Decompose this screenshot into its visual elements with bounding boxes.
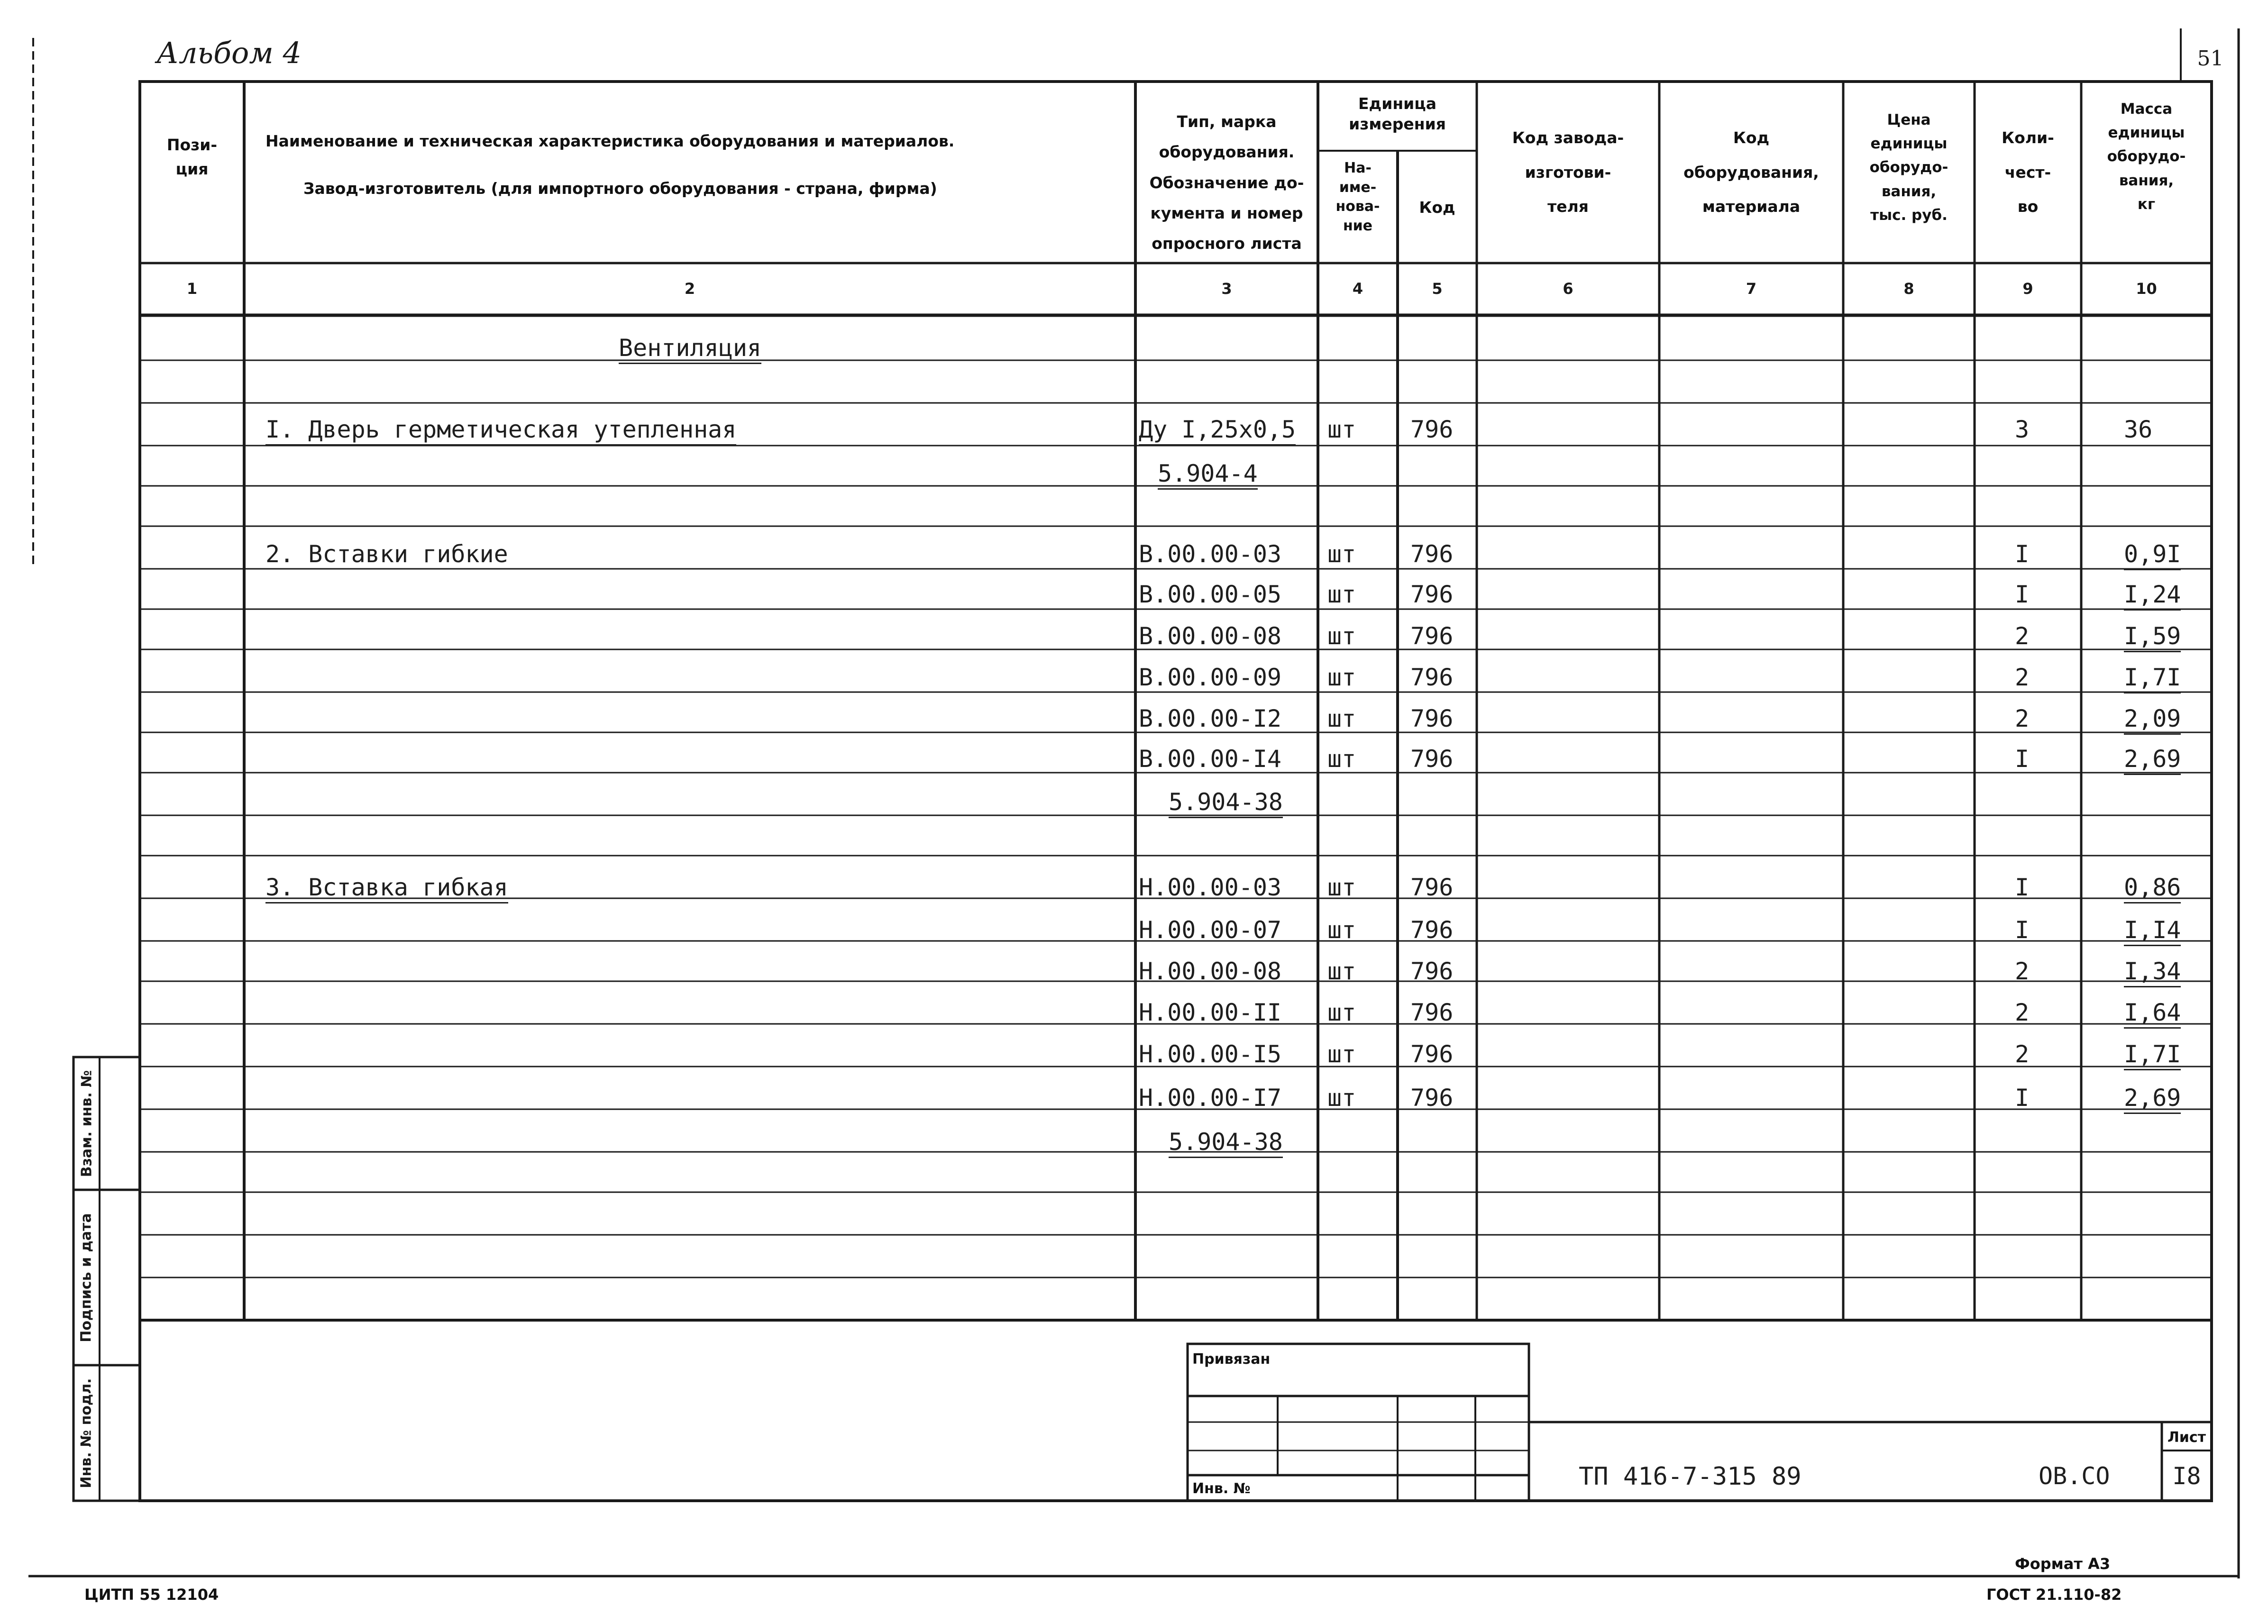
column-number: 10: [2136, 280, 2157, 298]
section-title-text: Вентиляция: [619, 334, 761, 364]
header-unit-group: Единица измерения: [1349, 94, 1446, 133]
table-row-name: [265, 416, 736, 443]
item-doc: [1158, 460, 1258, 487]
sheet-label: Лист: [2167, 1429, 2206, 1446]
item-code: 796: [1410, 1040, 1454, 1068]
column-number: 2: [684, 280, 695, 298]
item-unit: шт: [1327, 416, 1356, 443]
item-type: Ду I,25х0,5: [1139, 416, 1296, 446]
column-number: 8: [1903, 280, 1914, 298]
header-unit-code: Код: [1419, 198, 1455, 217]
item-qty: 2: [2015, 999, 2030, 1026]
item-unit: шт: [1327, 958, 1356, 985]
item-qty: I: [2015, 745, 2030, 773]
item-unit: шт: [1327, 581, 1356, 608]
column-number: 4: [1352, 280, 1363, 298]
section-title: [619, 334, 761, 362]
header-quantity: Коли- чест- во: [2002, 128, 2054, 216]
item-mass: I,I4: [2124, 916, 2181, 944]
column-number: 7: [1746, 280, 1757, 298]
item-unit: шт: [1327, 999, 1356, 1026]
item-type: В.00.00-05: [1139, 581, 1282, 608]
item-mass: 2,09: [2124, 705, 2181, 732]
inv-no-label: Инв. №: [1192, 1480, 1251, 1497]
item-code: 796: [1410, 416, 1454, 443]
item-unit: шт: [1327, 874, 1356, 901]
item-mass: I,59: [2124, 622, 2181, 650]
item-mass: I,7I: [2124, 1040, 2181, 1068]
page-number-top: 51: [2197, 46, 2224, 71]
item-qty: I: [2015, 1084, 2030, 1112]
item-code: 796: [1410, 1084, 1454, 1112]
item-type: В.00.00-09: [1139, 664, 1282, 691]
item-type: В.00.00-I4: [1139, 745, 1282, 773]
item-type: Н.00.00-07: [1139, 916, 1282, 944]
item-doc: [1169, 1128, 1283, 1156]
item-qty: 2: [2015, 664, 2030, 691]
header-price: Цена единицы оборудо- вания, тыс. руб.: [1869, 111, 1948, 224]
header-type: Тип, марка оборудования. Обозначение до- кумента и номер опросного листа: [1149, 112, 1304, 253]
item-type: Н.00.00-03: [1139, 874, 1282, 901]
item-qty: I: [2015, 540, 2030, 568]
item-doc: [1169, 788, 1283, 816]
item-mass: I,64: [2124, 999, 2181, 1026]
item-type: 5.904-38: [1169, 788, 1283, 818]
header-mass: Масса единицы оборудо- вания, кг: [2107, 100, 2186, 213]
item-qty: I: [2015, 581, 2030, 608]
item-mass: 2,69: [2124, 1084, 2181, 1112]
item-code: 796: [1410, 622, 1454, 650]
side-stamp-podpis: Подпись и дата: [78, 1213, 95, 1342]
item-qty: I: [2015, 916, 2030, 944]
table-row-type: [1139, 416, 1296, 443]
item-unit: шт: [1327, 1084, 1356, 1112]
privyazan-label: Привязан: [1192, 1351, 1271, 1368]
item-code: 796: [1410, 540, 1454, 568]
item-code: 796: [1410, 874, 1454, 901]
item-mass: 0,9I: [2124, 540, 2181, 568]
item-mass: I,7I: [2124, 664, 2181, 691]
item-name: 3. Вставка гибкая: [265, 874, 508, 901]
item-type: Н.00.00-08: [1139, 958, 1282, 985]
section-code: ОВ.СО: [2039, 1462, 2110, 1490]
item-code: 796: [1410, 916, 1454, 944]
album-label: Альбом 4: [156, 36, 302, 70]
header-unit-name: На- име- нова- ние: [1335, 160, 1380, 234]
item-name: I. Дверь герметическая утепленная: [265, 416, 736, 446]
item-mass: I,34: [2124, 958, 2181, 985]
item-code: 796: [1410, 745, 1454, 773]
item-type: Н.00.00-I7: [1139, 1084, 1282, 1112]
item-qty: 2: [2015, 622, 2030, 650]
header-name-line2: Завод-изготовитель (для импортного оборудования - страна, фирма): [303, 179, 937, 198]
item-code: 796: [1410, 999, 1454, 1026]
item-type: 5.904-4: [1158, 460, 1258, 490]
item-unit: шт: [1327, 664, 1356, 691]
sheet-number: I8: [2172, 1462, 2201, 1490]
item-type: 5.904-38: [1169, 1128, 1283, 1158]
item-qty: 2: [2015, 705, 2030, 732]
column-number: 3: [1221, 280, 1232, 298]
item-code: 796: [1410, 664, 1454, 691]
item-qty: 2: [2015, 1040, 2030, 1068]
column-number: 5: [1432, 280, 1443, 298]
item-unit: шт: [1327, 540, 1356, 568]
item-qty: 3: [2015, 416, 2030, 443]
item-type: В.00.00-08: [1139, 622, 1282, 650]
item-unit: шт: [1327, 916, 1356, 944]
column-number: 9: [2022, 280, 2033, 298]
item-type: Н.00.00-I5: [1139, 1040, 1282, 1068]
header-factory-code: Код завода- изготови- теля: [1512, 128, 1624, 216]
item-mass: 36: [2124, 416, 2153, 443]
item-unit: шт: [1327, 1040, 1356, 1068]
item-name: 2. Вставки гибкие: [265, 540, 508, 568]
item-type: В.00.00-I2: [1139, 705, 1282, 732]
item-code: 796: [1410, 581, 1454, 608]
header-position: Пози- ция: [166, 136, 218, 179]
item-type: Н.00.00-II: [1139, 999, 1282, 1026]
item-code: 796: [1410, 958, 1454, 985]
header-equipment-code: Код оборудования, материала: [1683, 128, 1819, 216]
item-mass: 0,86: [2124, 874, 2181, 901]
item-mass: 2,69: [2124, 745, 2181, 773]
footer-citp: ЦИТП 55 12104: [84, 1586, 219, 1604]
item-unit: шт: [1327, 622, 1356, 650]
side-stamp-vzam: Взам. инв. №: [78, 1070, 95, 1177]
header-name-line1: Наименование и техническая характеристика оборудования и материалов.: [265, 132, 955, 150]
item-unit: шт: [1327, 705, 1356, 732]
column-number: 6: [1563, 280, 1573, 298]
item-qty: I: [2015, 874, 2030, 901]
document-code: ТП 416-7-315 89: [1579, 1462, 1802, 1491]
item-type: В.00.00-03: [1139, 540, 1282, 568]
item-mass: I,24: [2124, 581, 2181, 608]
footer-format: Формат А3: [2015, 1555, 2111, 1573]
column-number: 1: [186, 280, 198, 298]
side-stamp-inv-podl: Инв. № подл.: [78, 1378, 95, 1488]
item-unit: шт: [1327, 745, 1356, 773]
item-code: 796: [1410, 705, 1454, 732]
footer-gost: ГОСТ 21.110-82: [1986, 1586, 2122, 1604]
item-qty: 2: [2015, 958, 2030, 985]
